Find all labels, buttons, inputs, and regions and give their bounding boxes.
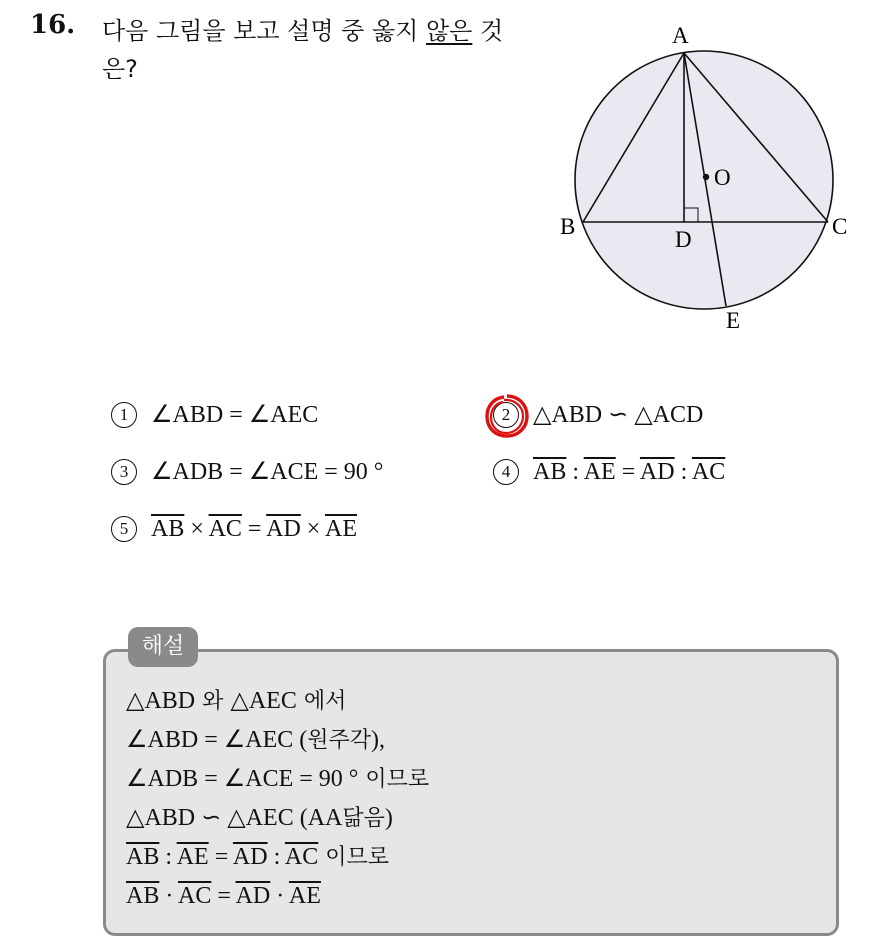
choice-5-number: 5 bbox=[111, 516, 137, 542]
solution-line-1: △ABD 와 △AEC 에서 bbox=[126, 688, 347, 714]
choice-5-seg-ab: $\overline{AB}$ bbox=[151, 516, 185, 542]
choice-1[interactable] bbox=[111, 400, 318, 430]
choice-5[interactable]: 5 $\overline{AB} \times \overline{AC} = \overline{AD} \times \overline{AE}$ bbox=[111, 514, 357, 544]
label-e: E bbox=[726, 308, 741, 333]
question-number: 16. bbox=[30, 10, 76, 40]
choice-4-seg-ad: $\overline{AD}$ bbox=[639, 459, 675, 485]
solution-line-6: $\overline{AB} \cdot \overline{AC} = \overline{AD} \cdot \overline{AE}$ bbox=[126, 883, 321, 909]
choice-5-seg-ac: $\overline{AC}$ bbox=[208, 516, 242, 542]
solution-line-2: ∠ABD = ∠AEC (원주각), bbox=[126, 727, 385, 753]
choice-3[interactable] bbox=[111, 457, 383, 487]
choice-4-number: 4 bbox=[493, 459, 519, 485]
choice-3-text: ∠ADB = ∠ACE = 90 ° bbox=[151, 459, 384, 485]
circle-triangle-figure bbox=[548, 20, 864, 340]
question-text bbox=[102, 12, 532, 88]
center-point bbox=[703, 174, 709, 180]
choice-4[interactable]: 4 $\overline{AB}$ : $\overline{AE} = \overline{AD}$ : $\overline{AC}$ bbox=[493, 457, 725, 487]
answer-circle-mark-icon bbox=[483, 392, 531, 440]
choice-4-seg-ae: $\overline{AE}$ bbox=[583, 459, 616, 485]
choice-2-number: 2 bbox=[493, 402, 519, 428]
solution-line-3: ∠ADB = ∠ACE = 90 ° 이므로 bbox=[126, 766, 430, 792]
label-b: B bbox=[560, 214, 576, 239]
solution-line-5: $\overline{AB}$ : $\overline{AE} = \overline{AD}$ : $\overline{AC}$ 이므로 bbox=[126, 844, 390, 870]
question-emphasis: 않은 bbox=[425, 17, 473, 45]
label-o: O bbox=[714, 165, 731, 190]
choice-1-number: 1 bbox=[111, 402, 137, 428]
choice-1-text: ∠ABD = ∠AEC bbox=[151, 402, 319, 428]
solution-line-4: △ABD ∽ △AEC (AA닮음) bbox=[126, 805, 393, 831]
choice-4-seg-ac: $\overline{AC}$ bbox=[691, 459, 726, 485]
question-text-after: 것은? bbox=[102, 17, 504, 83]
choice-4-seg-ab: $\overline{AB}$ bbox=[533, 459, 567, 485]
question-text-before: 다음 그림을 보고 설명 중 옳지 bbox=[102, 17, 426, 45]
label-d: D bbox=[675, 227, 692, 252]
choice-5-seg-ae: $\overline{AE}$ bbox=[325, 516, 358, 542]
label-c: C bbox=[832, 214, 848, 239]
label-a: A bbox=[672, 23, 689, 48]
choice-2-text: △ABD ∽ △ACD bbox=[533, 402, 704, 428]
solution-label: 해설 bbox=[128, 627, 198, 667]
circumcircle bbox=[575, 51, 833, 309]
choice-3-number: 3 bbox=[111, 459, 137, 485]
choice-5-seg-ad: $\overline{AD}$ bbox=[266, 516, 301, 542]
choice-2[interactable] bbox=[493, 400, 703, 430]
solution-box bbox=[103, 649, 839, 936]
